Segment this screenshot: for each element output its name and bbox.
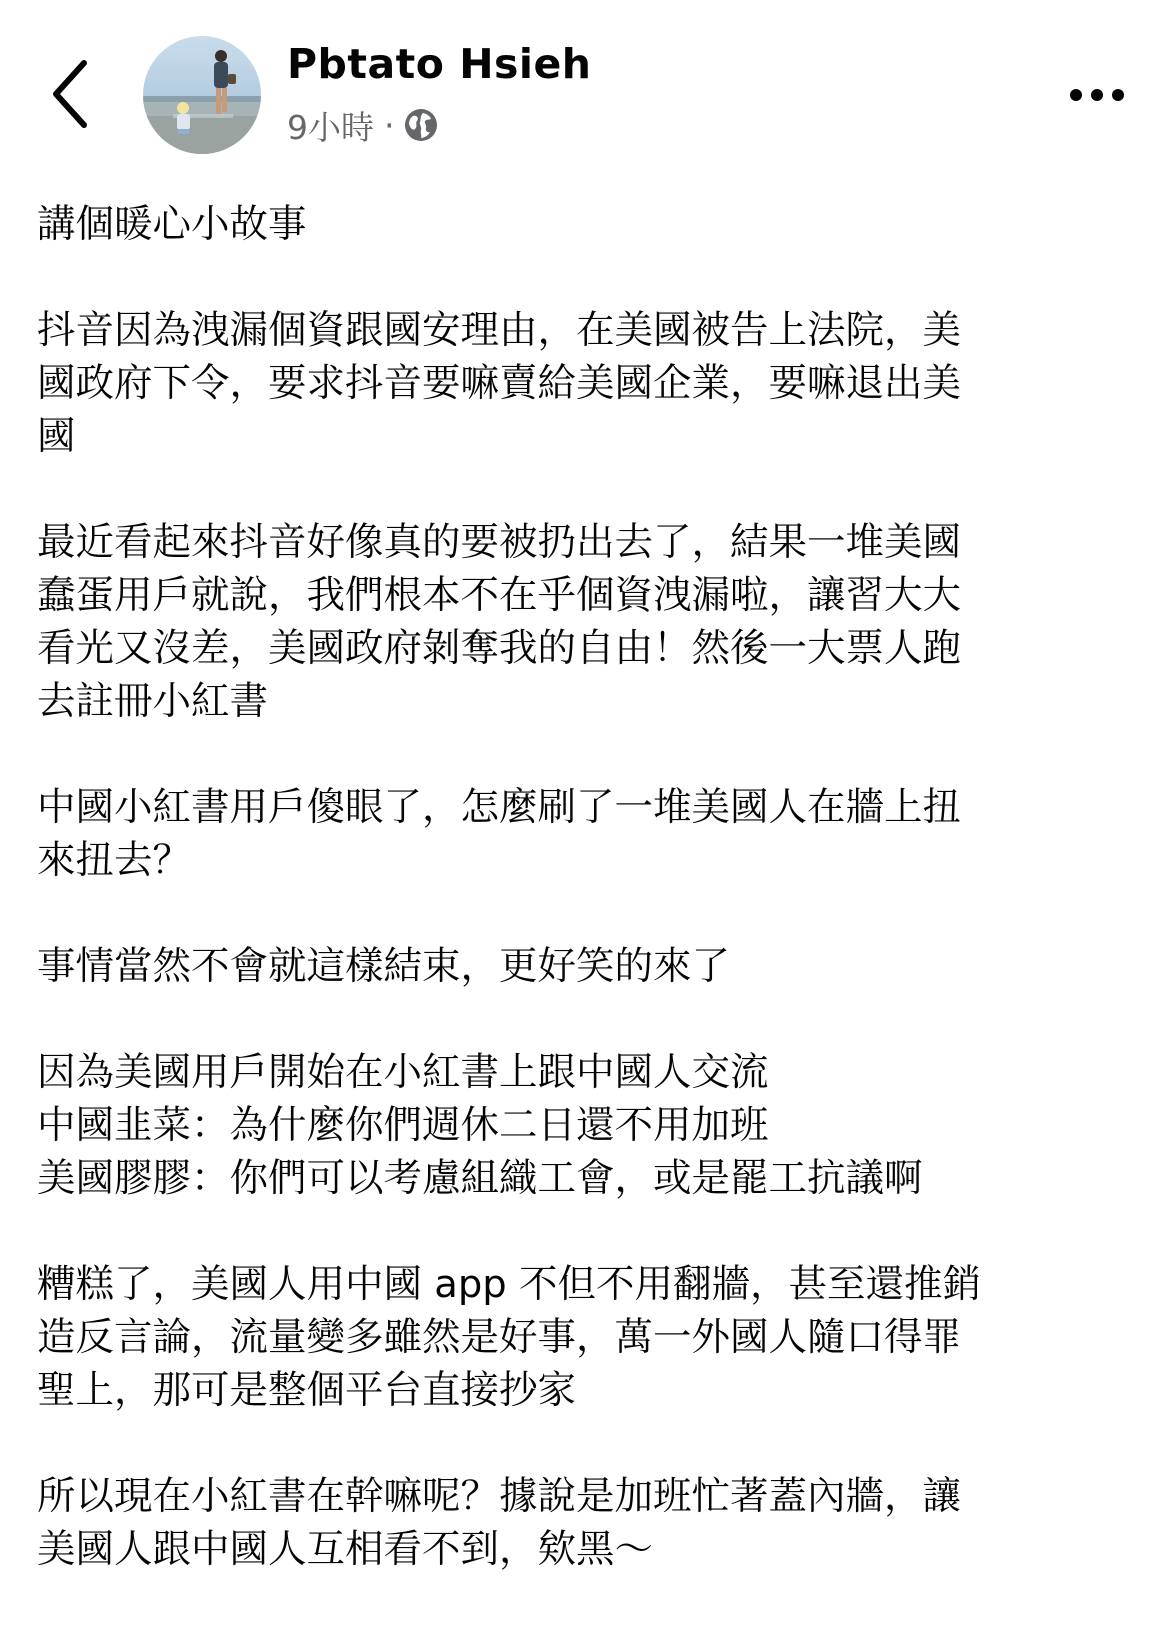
post-body [37,198,1147,1576]
post-timestamp[interactable]: 9小時 [287,107,374,147]
meta-separator: · [384,105,395,145]
post-paragraph: 最近看起來抖音好像真的要被扔出去了，結果一堆美國 蠢蛋用戶就說，我們根本不在乎個資洩漏啦，讓習大大 看光又沒差，美國政府剝奪我的自由！然後一大票人跑 去註冊小紅書 [37,520,962,724]
avatar[interactable] [143,36,261,154]
more-horizontal-icon [1069,88,1125,102]
post-paragraph: 講個暖心小故事 [37,202,307,247]
post-paragraph: 抖音因為洩漏個資跟國安理由，在美國被告上法院，美 國政府下令，要求抖音要嘛賣給美國企業，要嘛退出美 國 [37,308,962,459]
more-options-button[interactable] [1052,72,1142,118]
post-paragraph: 事情當然不會就這樣結束，更好笑的來了 [37,944,731,989]
globe-icon [403,107,439,143]
chevron-left-icon [50,59,90,129]
author-name[interactable]: Pbtato Hsieh [287,40,592,88]
post-meta [287,102,439,148]
post-paragraph: 所以現在小紅書在幹嘛呢？據說是加班忙著蓋內牆，讓 美國人跟中國人互相看不到，欸黑～ [37,1474,962,1572]
post-header [0,0,1170,170]
post-paragraph: 因為美國用戶開始在小紅書上跟中國人交流 中國韭菜：為什麼你們週休二日還不用加班 美國膠膠：你們可以考慮組織工會，或是罷工抗議啊 [37,1050,923,1201]
avatar-photo [143,36,261,154]
back-button[interactable] [40,56,100,132]
post-paragraph: 中國小紅書用戶傻眼了，怎麼刷了一堆美國人在牆上扭 來扭去？ [37,785,962,883]
post-paragraph: 糟糕了，美國人用中國 app 不但不用翻牆，甚至還推銷 造反言論，流量變多雖然是好事，萬一外國人隨口得罪 聖上，那可是整個平台直接抄家 [37,1262,981,1413]
